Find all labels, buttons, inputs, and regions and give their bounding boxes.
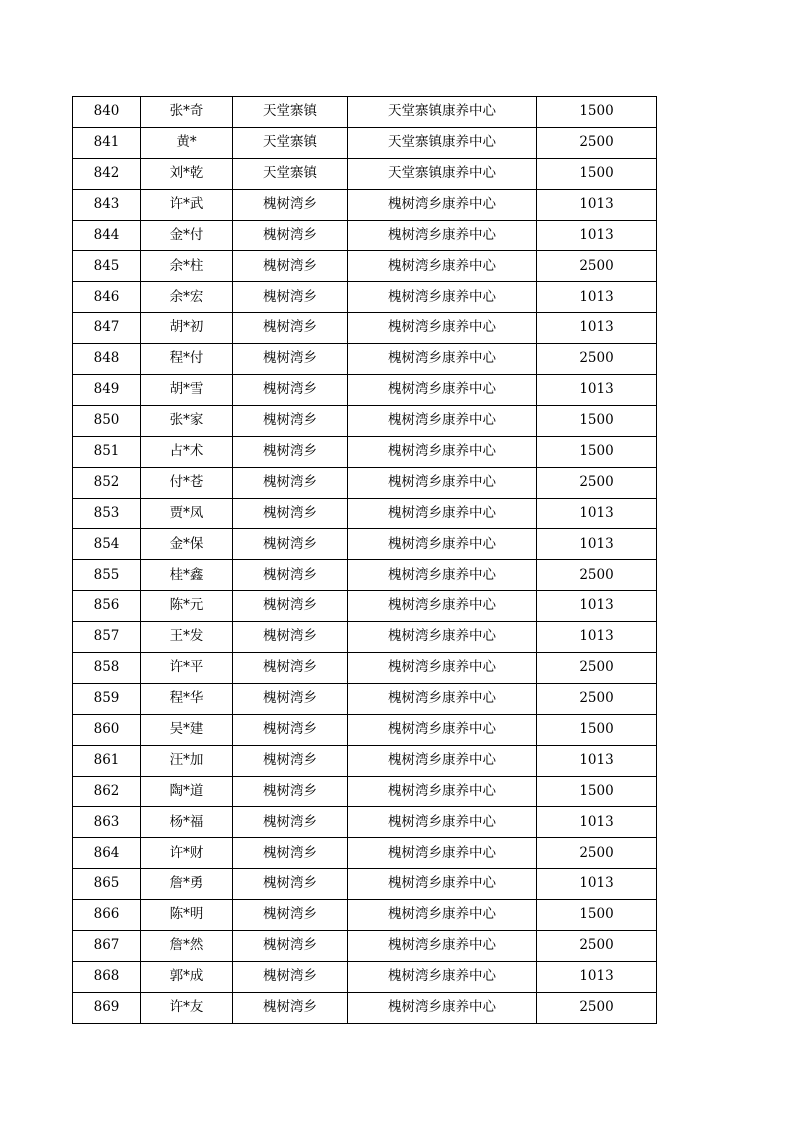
name-cell: 许*平 [141,653,233,684]
row-number-cell: 841 [73,127,141,158]
name-cell: 刘*乾 [141,158,233,189]
amount-cell: 1500 [537,158,657,189]
township-cell: 槐树湾乡 [233,498,348,529]
care-center-cell: 槐树湾乡康养中心 [348,344,537,375]
name-cell: 付*苍 [141,467,233,498]
table-row [73,869,657,900]
name-cell: 胡*雪 [141,375,233,406]
table-row [73,189,657,220]
row-number-cell: 847 [73,313,141,344]
table-row [73,992,657,1023]
table-row [73,961,657,992]
table-row [73,683,657,714]
row-number-cell: 865 [73,869,141,900]
amount-cell: 1500 [537,436,657,467]
care-center-cell: 槐树湾乡康养中心 [348,467,537,498]
row-number-cell: 857 [73,622,141,653]
care-center-cell: 槐树湾乡康养中心 [348,622,537,653]
table-row [73,591,657,622]
name-cell: 胡*初 [141,313,233,344]
table-row [73,97,657,128]
care-center-cell: 槐树湾乡康养中心 [348,900,537,931]
care-center-cell: 槐树湾乡康养中心 [348,653,537,684]
township-cell: 槐树湾乡 [233,405,348,436]
row-number-cell: 869 [73,992,141,1023]
care-center-cell: 槐树湾乡康养中心 [348,189,537,220]
care-center-cell: 槐树湾乡康养中心 [348,714,537,745]
township-cell: 槐树湾乡 [233,282,348,313]
township-cell: 槐树湾乡 [233,900,348,931]
name-cell: 张*家 [141,405,233,436]
township-cell: 天堂寨镇 [233,158,348,189]
name-cell: 詹*然 [141,931,233,962]
row-number-cell: 868 [73,961,141,992]
table-row [73,220,657,251]
care-center-cell: 槐树湾乡康养中心 [348,683,537,714]
name-cell: 许*武 [141,189,233,220]
care-center-cell: 槐树湾乡康养中心 [348,375,537,406]
township-cell: 天堂寨镇 [233,127,348,158]
row-number-cell: 867 [73,931,141,962]
row-number-cell: 858 [73,653,141,684]
table-row [73,498,657,529]
care-center-cell: 天堂寨镇康养中心 [348,97,537,128]
amount-cell: 1013 [537,591,657,622]
care-center-cell: 槐树湾乡康养中心 [348,282,537,313]
name-cell: 杨*福 [141,807,233,838]
name-cell: 占*术 [141,436,233,467]
row-number-cell: 853 [73,498,141,529]
table-row [73,529,657,560]
name-cell: 贾*凤 [141,498,233,529]
amount-cell: 1500 [537,900,657,931]
name-cell: 郭*成 [141,961,233,992]
care-center-cell: 槐树湾乡康养中心 [348,869,537,900]
row-number-cell: 840 [73,97,141,128]
amount-cell: 2500 [537,344,657,375]
table-row [73,375,657,406]
table-row [73,158,657,189]
township-cell: 槐树湾乡 [233,714,348,745]
name-cell: 陈*明 [141,900,233,931]
name-cell: 吴*建 [141,714,233,745]
care-center-cell: 槐树湾乡康养中心 [348,961,537,992]
name-cell: 桂*鑫 [141,560,233,591]
table-row [73,467,657,498]
care-center-cell: 槐树湾乡康养中心 [348,776,537,807]
care-center-cell: 天堂寨镇康养中心 [348,158,537,189]
amount-cell: 1013 [537,529,657,560]
amount-cell: 1013 [537,807,657,838]
township-cell: 槐树湾乡 [233,838,348,869]
township-cell: 槐树湾乡 [233,220,348,251]
amount-cell: 1013 [537,961,657,992]
name-cell: 汪*加 [141,745,233,776]
care-center-cell: 槐树湾乡康养中心 [348,807,537,838]
amount-cell: 1013 [537,220,657,251]
care-center-cell: 槐树湾乡康养中心 [348,560,537,591]
amount-cell: 1013 [537,622,657,653]
care-center-cell: 槐树湾乡康养中心 [348,313,537,344]
amount-cell: 2500 [537,838,657,869]
table-row [73,622,657,653]
name-cell: 许*友 [141,992,233,1023]
care-center-cell: 槐树湾乡康养中心 [348,838,537,869]
amount-cell: 2500 [537,127,657,158]
row-number-cell: 863 [73,807,141,838]
township-cell: 槐树湾乡 [233,591,348,622]
care-center-cell: 天堂寨镇康养中心 [348,127,537,158]
name-cell: 陈*元 [141,591,233,622]
township-cell: 槐树湾乡 [233,344,348,375]
table-row [73,405,657,436]
township-cell: 槐树湾乡 [233,931,348,962]
township-cell: 槐树湾乡 [233,992,348,1023]
name-cell: 许*财 [141,838,233,869]
township-cell: 槐树湾乡 [233,467,348,498]
township-cell: 槐树湾乡 [233,745,348,776]
name-cell: 金*付 [141,220,233,251]
table-row [73,931,657,962]
township-cell: 槐树湾乡 [233,776,348,807]
township-cell: 槐树湾乡 [233,653,348,684]
amount-cell: 2500 [537,251,657,282]
table-row [73,653,657,684]
township-cell: 槐树湾乡 [233,529,348,560]
care-center-cell: 槐树湾乡康养中心 [348,931,537,962]
name-cell: 余*宏 [141,282,233,313]
amount-cell: 1013 [537,498,657,529]
row-number-cell: 842 [73,158,141,189]
amount-cell: 1013 [537,282,657,313]
amount-cell: 1013 [537,869,657,900]
township-cell: 槐树湾乡 [233,622,348,653]
care-center-cell: 槐树湾乡康养中心 [348,992,537,1023]
row-number-cell: 852 [73,467,141,498]
table-row [73,127,657,158]
amount-cell: 1500 [537,97,657,128]
row-number-cell: 850 [73,405,141,436]
name-cell: 王*发 [141,622,233,653]
name-cell: 程*华 [141,683,233,714]
row-number-cell: 866 [73,900,141,931]
amount-cell: 2500 [537,560,657,591]
care-center-cell: 槐树湾乡康养中心 [348,529,537,560]
row-number-cell: 861 [73,745,141,776]
table-row [73,436,657,467]
row-number-cell: 856 [73,591,141,622]
table-row [73,807,657,838]
row-number-cell: 845 [73,251,141,282]
table-row [73,776,657,807]
name-cell: 黄* [141,127,233,158]
township-cell: 槐树湾乡 [233,189,348,220]
row-number-cell: 849 [73,375,141,406]
amount-cell: 1013 [537,189,657,220]
township-cell: 槐树湾乡 [233,313,348,344]
table-row [73,838,657,869]
name-cell: 程*付 [141,344,233,375]
row-number-cell: 854 [73,529,141,560]
name-cell: 陶*道 [141,776,233,807]
township-cell: 槐树湾乡 [233,869,348,900]
table-row [73,745,657,776]
township-cell: 槐树湾乡 [233,683,348,714]
amount-cell: 2500 [537,467,657,498]
care-center-cell: 槐树湾乡康养中心 [348,591,537,622]
township-cell: 槐树湾乡 [233,807,348,838]
care-center-cell: 槐树湾乡康养中心 [348,220,537,251]
township-cell: 槐树湾乡 [233,436,348,467]
care-center-cell: 槐树湾乡康养中心 [348,745,537,776]
amount-cell: 1013 [537,375,657,406]
row-number-cell: 855 [73,560,141,591]
row-number-cell: 846 [73,282,141,313]
table-row [73,282,657,313]
table-row [73,900,657,931]
amount-cell: 1500 [537,776,657,807]
row-number-cell: 848 [73,344,141,375]
roster-table [72,96,657,1024]
township-cell: 槐树湾乡 [233,560,348,591]
table-row [73,251,657,282]
amount-cell: 1500 [537,714,657,745]
amount-cell: 2500 [537,653,657,684]
name-cell: 詹*勇 [141,869,233,900]
table-row [73,344,657,375]
township-cell: 槐树湾乡 [233,251,348,282]
amount-cell: 2500 [537,683,657,714]
row-number-cell: 843 [73,189,141,220]
amount-cell: 2500 [537,992,657,1023]
row-number-cell: 851 [73,436,141,467]
care-center-cell: 槐树湾乡康养中心 [348,436,537,467]
township-cell: 槐树湾乡 [233,961,348,992]
roster-table-body [73,97,657,1024]
care-center-cell: 槐树湾乡康养中心 [348,251,537,282]
name-cell: 金*保 [141,529,233,560]
care-center-cell: 槐树湾乡康养中心 [348,498,537,529]
amount-cell: 1013 [537,745,657,776]
row-number-cell: 860 [73,714,141,745]
name-cell: 张*奇 [141,97,233,128]
amount-cell: 1013 [537,313,657,344]
row-number-cell: 864 [73,838,141,869]
row-number-cell: 844 [73,220,141,251]
amount-cell: 1500 [537,405,657,436]
row-number-cell: 862 [73,776,141,807]
care-center-cell: 槐树湾乡康养中心 [348,405,537,436]
table-row [73,560,657,591]
table-row [73,714,657,745]
name-cell: 余*柱 [141,251,233,282]
amount-cell: 2500 [537,931,657,962]
township-cell: 槐树湾乡 [233,375,348,406]
township-cell: 天堂寨镇 [233,97,348,128]
row-number-cell: 859 [73,683,141,714]
table-row [73,313,657,344]
